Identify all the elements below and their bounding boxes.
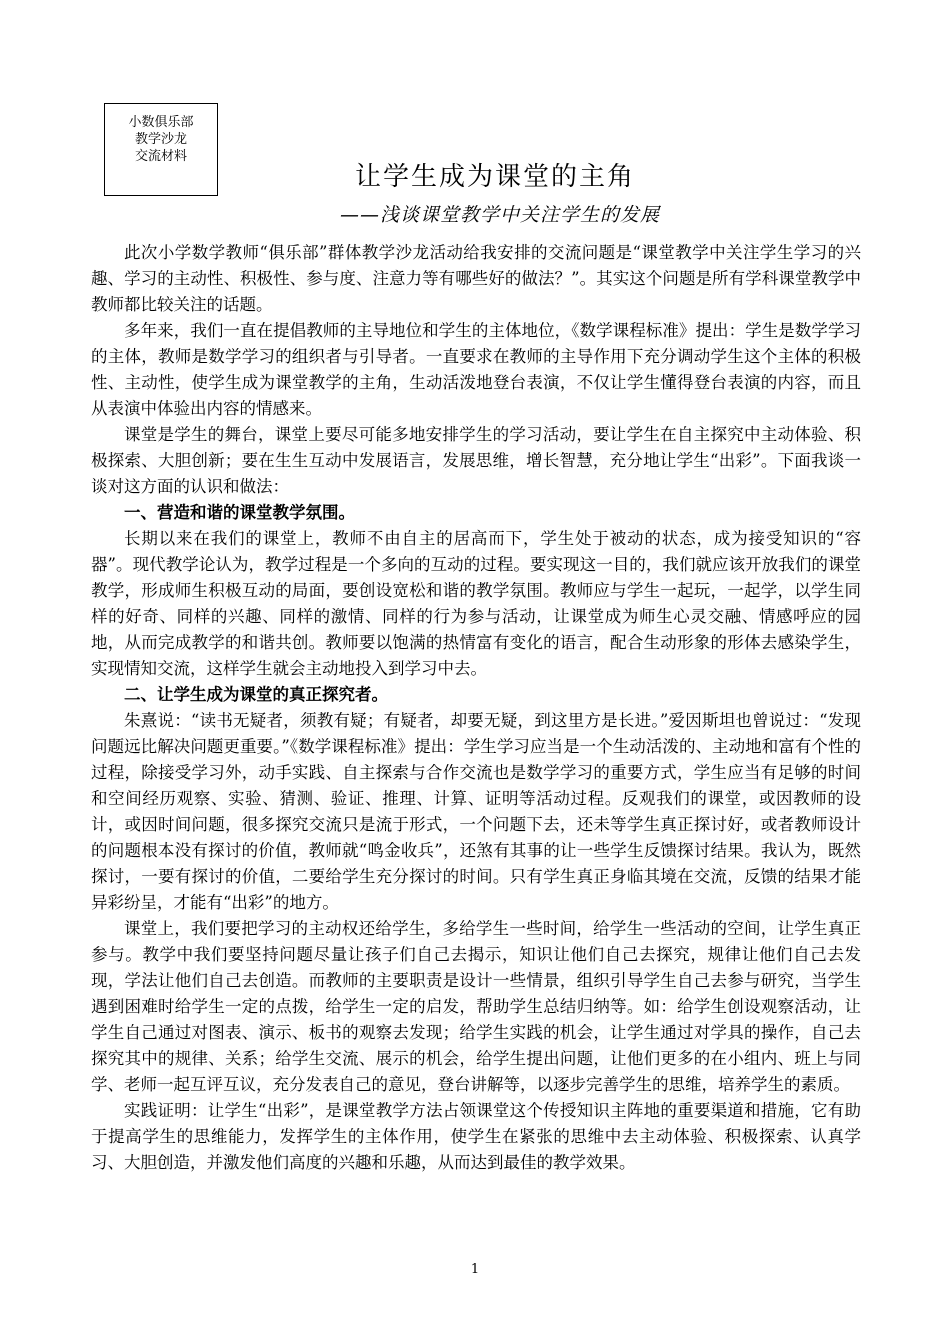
article-body	[91, 240, 861, 1176]
paragraph: 课堂上，我们要把学习的主动权还给学生，多给学生一些时间，给学生一些活动的空间，让学生真正参与。教学中我们要坚持问题尽量让孩子们自己去揭示，知识让他们自己去探究，规律让他们自己去发现，学法让他们自己去创造。而教师的主要职责是设计一些情景，组织引导学生自己去参与研究，当学生遇到困难时给学生一定的点拨，给学生一定的启发，帮助学生总结归纳等。如：给学生创设观察活动，让学生自己通过对图表、演示、板书的观察去发现；给学生实践的机会，让学生通过对学具的操作，自己去探究其中的规律、关系；给学生交流、展示的机会，给学生提出问题，让他们更多的在小组内、班上与同学、老师一起互评互议，充分发表自己的意见，登台讲解等，以逐步完善学生的思维，培养学生的素质。	[91, 919, 861, 1094]
paragraph: 课堂是学生的舞台，课堂上要尽可能多地安排学生的学习活动，要让学生在自主探究中主动体验、积极探索、大胆创新；要在生生互动中发展语言，发展思维，增长智慧，充分地让学生“出彩”。下面我谈一谈对这方面的认识和做法：	[91, 425, 861, 496]
paragraph: 多年来，我们一直在提倡教师的主导地位和学生的主体地位，《数学课程标准》提出：学生是数学学习的主体，教师是数学学习的组织者与引导者。一直要求在教师的主导作用下充分调动学生这个主体的积极性、主动性，使学生成为课堂教学的主角，生动活泼地登台表演，不仅让学生懂得登台表演的内容，而且从表演中体验出内容的情感来。	[91, 321, 861, 418]
page-subtitle: ——浅谈课堂教学中关注学生的发展	[339, 204, 660, 226]
section-heading: 一、营造和谐的课堂教学氛围。	[124, 503, 355, 522]
page-title: 让学生成为课堂的主角	[354, 162, 635, 192]
section-heading: 二、让学生成为课堂的真正探究者。	[124, 685, 388, 704]
paragraph: 长期以来在我们的课堂上，教师不由自主的居高而下，学生处于被动的状态，成为接受知识的“容器”。现代教学论认为，教学过程是一个多向的互动的过程。要实现这一目的，我们就应该开放我们的课堂教学，形成师生积极互动的局面，要创设宽松和谐的教学氛围。教师应与学生一起玩，一起学，以学生同样的好奇、同样的兴趣、同样的激情、同样的行为参与活动，让课堂成为师生心灵交融、情感呼应的园地，从而完成教学的和谐共创。教师要以饱满的热情富有变化的语言，配合生动形象的形体去感染学生，实现情知交流，这样学生就会主动地投入到学习中去。	[91, 529, 861, 678]
stamp-line: 小数俱乐部	[128, 115, 194, 130]
stamp-line: 教学沙龙	[134, 132, 187, 147]
paragraph: 此次小学数学教师“俱乐部”群体教学沙龙活动给我安排的交流问题是“课堂教学中关注学生学习的兴趣、学习的主动性、积极性、参与度、注意力等有哪些好的做法？”。其实这个问题是所有学科课堂教学中教师都比较关注的话题。	[91, 243, 861, 314]
paragraph: 朱熹说：“读书无疑者，须教有疑；有疑者，却要无疑，到这里方是长进。”爱因斯坦也曾说过：“发现问题远比解决问题更重要。”《数学课程标准》提出：学生学习应当是一个生动活泼的、主动地和富有个性的过程，除接受学习外，动手实践、自主探索与合作交流也是数学学习的重要方式，学生应当有足够的时间和空间经历观察、实验、猜测、验证、推理、计算、证明等活动过程。反观我们的课堂，或因教师的设计，或因时间问题，很多探究交流只是流于形式，一个问题下去，还未等学生真正探讨好，或者教师设计的问题根本没有探讨的价值，教师就“鸣金收兵”，还煞有其事的让一些学生反馈探讨结果。我认为，既然探讨，一要有探讨的价值，二要给学生充分探讨的时间。只有学生真正身临其境在交流，反馈的结果才能异彩纷呈，才能有“出彩”的地方。	[91, 711, 861, 912]
stamp-line: 交流材料	[134, 149, 187, 164]
stamp-box	[104, 103, 218, 196]
page-number: 1	[470, 1262, 480, 1277]
paragraph: 实践证明：让学生“出彩”，是课堂教学方法占领课堂这个传授知识主阵地的重要渠道和措施，它有助于提高学生的思维能力，发挥学生的主体作用，使学生在紧张的思维中去主动体验、积极探索、认真学习、大胆创造，并激发他们高度的兴趣和乐趣，从而达到最佳的教学效果。	[91, 1101, 861, 1172]
